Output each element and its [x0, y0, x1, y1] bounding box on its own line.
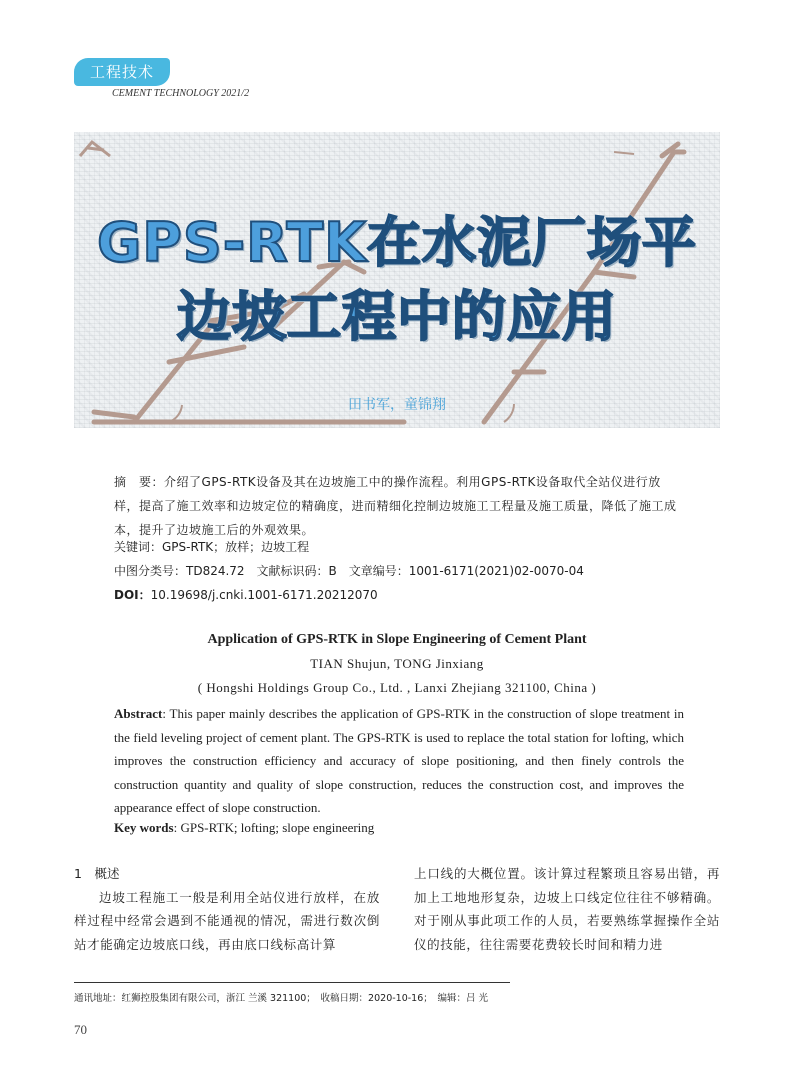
- keywords-cn: 关键词：GPS-RTK；放样；边坡工程: [114, 540, 310, 554]
- doi-label: DOI：: [114, 588, 151, 602]
- english-keywords-text: : GPS-RTK; lofting; slope engineering: [173, 820, 375, 835]
- footnote-divider: [74, 982, 510, 983]
- title-banner: [74, 132, 720, 428]
- doi-value[interactable]: 10.19698/j.cnki.1001-6171.20212070: [150, 588, 378, 602]
- section-tag: 工程技术: [74, 58, 170, 86]
- authors-cn: 田书军，童锦翔: [348, 397, 446, 413]
- english-abstract-text: : This paper mainly describes the application of GPS-RTK in the construction of slope treatment in the field leveling project of cement plant. The GPS-RTK is used to replace the total station for lofting, which improves the construction efficiency and accuracy of slope positioning, and then finely controls the construction quantity and quality of slope construction, reduces the construction cost, and improves the appearance effect of slope construction.: [114, 706, 684, 815]
- body-column-left: [74, 862, 380, 956]
- english-keywords: [114, 820, 374, 836]
- section-heading: 1 概述: [74, 866, 120, 881]
- footnote: 通讯地址：红狮控股集团有限公司，浙江 兰溪 321100； 收稿日期：2020-10-16； 编辑：吕 光: [74, 993, 489, 1004]
- english-authors: TIAN Shujun, TONG Jinxiang: [310, 656, 484, 671]
- doi-line: [114, 586, 378, 603]
- english-abstract-label: Abstract: [114, 706, 163, 721]
- journal-running-head: CEMENT TECHNOLOGY 2021/2: [112, 88, 250, 99]
- abstract-cn-text: 介绍了GPS-RTK设备及其在边坡施工中的操作流程。利用GPS-RTK设备取代全站仪进行放样，提高了施工效率和边坡定位的精确度，进而精细化控制边坡施工工程量及施工质量，降低了施工成本，提升了边坡施工后的外观效果。: [114, 475, 677, 537]
- classification-line: 中图分类号：TD824.72 文献标识码：B 文章编号：1001-6171(2021)02-0070-04: [114, 564, 584, 578]
- article-title-line-2: 边坡工程中的应用: [177, 285, 617, 348]
- abstract-cn: [114, 470, 684, 542]
- english-abstract: [114, 702, 684, 820]
- page-number: 70: [74, 1022, 87, 1037]
- english-keywords-label: Key words: [114, 820, 174, 835]
- article-title-line-1: GPS-RTK在水泥厂场平: [96, 211, 698, 274]
- body-column-right: [414, 862, 720, 956]
- english-title: Application of GPS-RTK in Slope Engineering of Cement Plant: [207, 632, 587, 647]
- body-paragraph-left: 边坡工程施工一般是利用全站仪进行放样，在放样过程中经常会遇到不能通视的情况，需进行数次倒站才能确定边坡底口线，再由底口线标高计算: [74, 889, 380, 952]
- english-affiliation: ( Hongshi Holdings Group Co., Ltd. , Lanxi Zhejiang 321100, China ): [197, 680, 597, 695]
- abstract-cn-label: 摘 要：: [114, 475, 165, 489]
- body-paragraph-right: 上口线的大概位置。该计算过程繁琐且容易出错，再加上工地地形复杂，边坡上口线定位往往不够精确。对于刚从事此项工作的人员，若要熟练掌握操作全站仪的技能，往往需要花费较长时间和精力进: [414, 866, 720, 952]
